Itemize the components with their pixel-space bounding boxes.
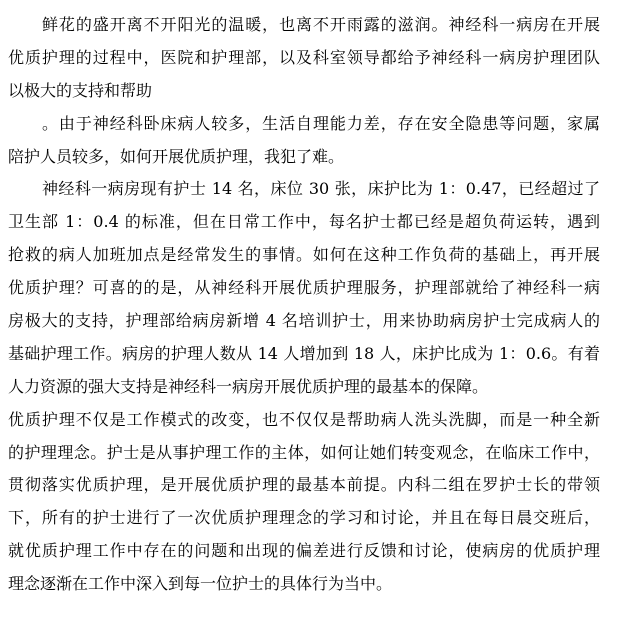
paragraph-4 <box>8 407 600 604</box>
text-line: 。由于神经科卧床病人较多，生活自理能力差，存在安全隐患等问题，家属 <box>42 113 600 133</box>
text-line: 基础护理工作。病房的护理人数从 14 人增加到 18 人，床护比成为 1：0.6。有着 <box>8 343 600 363</box>
paragraph-1 <box>8 12 600 111</box>
text-line: 房极大的支持，护理部给病房新增 4 名培训护士，用来协助病房护士完成病人的 <box>8 311 600 331</box>
text-line: 卫生部 1：0.4 的标准，但在日常工作中，每名护士都已经是超负荷运转，遇到 <box>8 212 600 232</box>
text-line: 优质护理的过程中，医院和护理部，以及科室领导都给予神经科一病房护理团队 <box>8 47 600 67</box>
text-line: 陪护人员较多，如何开展优质护理，我犯了难。 <box>8 146 345 166</box>
text-line: 下，所有的护士进行了一次优质护理理念的学习和讨论，并且在每日晨交班后， <box>8 508 600 528</box>
document-body <box>8 12 600 604</box>
text-line: 神经科一病房现有护士 14 名，床位 30 张，床护比为 1：0.47，已经超过了 <box>42 179 600 199</box>
text-line: 以极大的支持和帮助 <box>8 80 153 100</box>
text-line: 抢救的病人加班加点是经常发生的事情。如何在这种工作负荷的基础上，再开展 <box>8 245 600 265</box>
text-line: 优质护理？可喜的的是，从神经科开展优质护理服务，护理部就给了神经科一病 <box>8 278 600 298</box>
text-line: 鲜花的盛开离不开阳光的温暖，也离不开雨露的滋润。神经科一病房在开展 <box>42 15 600 34</box>
text-line: 人力资源的强大支持是神经科一病房开展优质护理的最基本的保障。 <box>8 376 489 396</box>
text-line: 理念逐渐在工作中深入到每一位护士的具体行为当中。 <box>8 574 393 594</box>
paragraph-2 <box>8 111 600 177</box>
text-line: 优质护理不仅是工作模式的改变，也不仅仅是帮助病人洗头洗脚，而是一种全新 <box>8 409 600 429</box>
text-line: 就优质护理工作中存在的问题和出现的偏差进行反馈和讨论，使病房的优质护理 <box>8 541 600 561</box>
paragraph-3 <box>8 176 600 406</box>
text-line: 贯彻落实优质护理，是开展优质护理的最基本前提。内科二组在罗护士长的带领 <box>8 475 600 495</box>
text-line: 的护理理念。护士是从事护理工作的主体，如何让她们转变观念，在临床工作中， <box>8 442 600 462</box>
